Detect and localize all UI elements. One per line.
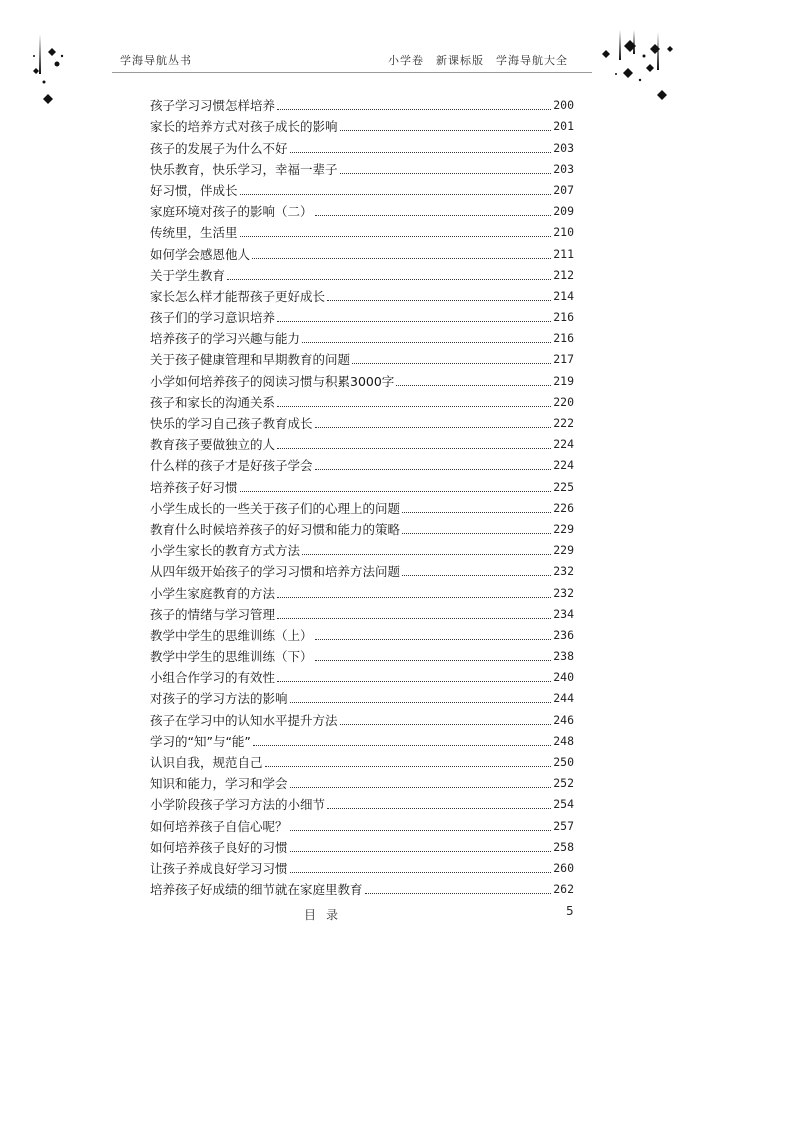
dot-leader (402, 512, 551, 513)
toc-entry-page: 224 (553, 458, 574, 473)
toc-entry (150, 728, 574, 749)
toc-entry (150, 791, 574, 812)
toc-entry-title: 培养孩子好习惯 (150, 479, 238, 495)
toc-entry-title: 从四年级开始孩子的学习习惯和培养方法问题 (150, 564, 401, 580)
toc-entry-title: 孩子和家长的沟通关系 (150, 394, 276, 410)
toc-entry (150, 876, 574, 897)
toc-entry (150, 177, 574, 198)
dot-leader (240, 194, 552, 195)
dot-leader (240, 236, 552, 237)
toc-entry (150, 113, 574, 134)
table-of-contents (150, 92, 574, 897)
toc-entry (150, 579, 574, 600)
toc-entry-page: 236 (553, 627, 574, 642)
footer-label: 目录 (304, 908, 349, 922)
toc-entry-page: 240 (553, 670, 574, 685)
toc-entry-title: 知识和能力，学习和学会 (150, 776, 288, 792)
toc-entry (150, 134, 574, 155)
toc-entry-title: 孩子的发展子为什么不好 (150, 140, 288, 156)
toc-entry-title: 孩子学习习惯怎样培养 (150, 98, 276, 114)
toc-entry-page: 210 (553, 225, 574, 240)
toc-entry-page: 232 (553, 564, 574, 579)
dot-leader (290, 152, 552, 153)
snowflake-ornament-left-icon (30, 34, 76, 114)
toc-entry-page: 244 (553, 691, 574, 706)
toc-entry-page: 201 (553, 119, 574, 134)
dot-leader (277, 618, 551, 619)
toc-entry-page: 257 (553, 818, 574, 833)
toc-entry-title: 培养孩子的学习兴趣与能力 (150, 331, 301, 347)
toc-entry-page: 254 (553, 797, 574, 812)
toc-entry-page: 216 (553, 310, 574, 325)
toc-entry (150, 495, 574, 516)
toc-entry-title: 孩子们的学习意识培养 (150, 310, 276, 326)
toc-entry-page: 212 (553, 267, 574, 282)
toc-entry (150, 325, 574, 346)
toc-entry-page: 222 (553, 416, 574, 430)
dot-leader (327, 300, 551, 301)
toc-entry-title: 教学中学生的思维训练（上） (150, 627, 313, 643)
dot-leader (315, 215, 552, 216)
toc-entry-page: 224 (553, 437, 574, 452)
dot-leader (340, 724, 552, 725)
toc-entry-title: 传统里，生活里 (150, 225, 238, 241)
dot-leader (290, 830, 552, 831)
toc-entry-title: 什么样的孩子才是好孩子学会 (150, 458, 313, 474)
toc-entry-title: 小学阶段孩子学习方法的小细节 (150, 797, 326, 813)
dot-leader (253, 745, 551, 746)
toc-entry-page: 234 (553, 606, 574, 621)
toc-entry-page: 203 (553, 161, 574, 176)
toc-entry (150, 262, 574, 283)
toc-entry (150, 855, 574, 876)
dot-leader (290, 851, 552, 852)
dot-leader (352, 363, 551, 364)
toc-entry (150, 156, 574, 177)
toc-entry (150, 240, 574, 261)
toc-entry (150, 749, 574, 770)
toc-entry (150, 431, 574, 452)
toc-entry (150, 473, 574, 494)
toc-entry-page: 203 (553, 140, 574, 155)
dot-leader (340, 173, 552, 174)
toc-entry (150, 219, 574, 240)
toc-entry-page: 250 (553, 755, 574, 769)
toc-entry (150, 601, 574, 622)
toc-entry-title: 小学生成长的一些关于孩子们的心理上的问题 (150, 500, 401, 516)
toc-entry-title: 快乐教育，快乐学习，幸福一辈子 (150, 161, 338, 177)
toc-entry-title: 关于孩子健康管理和早期教育的问题 (150, 352, 351, 368)
toc-entry-page: 214 (553, 288, 574, 303)
toc-entry (150, 389, 574, 410)
toc-entry (150, 452, 574, 473)
dot-leader (277, 406, 551, 407)
toc-entry-title: 关于学生教育 (150, 267, 226, 283)
dot-leader (277, 109, 551, 110)
toc-entry-title: 如何培养孩子良好的习惯 (150, 839, 288, 855)
toc-entry-page: 238 (553, 649, 574, 664)
toc-entry-title: 家长怎么样才能帮孩子更好成长 (150, 288, 326, 304)
toc-entry-title: 学习的“知”与“能” (150, 733, 251, 749)
toc-entry (150, 537, 574, 558)
dot-leader (265, 766, 552, 767)
toc-entry-page: 229 (553, 521, 574, 536)
dot-leader (277, 321, 551, 322)
toc-entry-page: 262 (553, 882, 574, 897)
toc-entry-title: 教学中学生的思维训练（下） (150, 649, 313, 665)
toc-entry (150, 622, 574, 643)
dot-leader (340, 130, 552, 131)
toc-entry-page: 252 (553, 776, 574, 791)
toc-entry-page: 216 (553, 331, 574, 346)
toc-entry (150, 410, 574, 431)
header-divider (112, 72, 592, 73)
dot-leader (315, 660, 552, 661)
dot-leader (277, 597, 551, 598)
toc-entry (150, 367, 574, 388)
dot-leader (402, 533, 551, 534)
toc-entry-title: 如何培养孩子自信心呢？ (150, 818, 288, 834)
toc-entry-title: 如何学会感恩他人 (150, 246, 251, 262)
dot-leader (277, 448, 551, 449)
dot-leader (315, 639, 552, 640)
toc-entry-page: 232 (553, 585, 574, 600)
dot-leader (365, 893, 552, 894)
toc-entry (150, 706, 574, 727)
toc-entry (150, 834, 574, 855)
toc-entry-title: 好习惯，伴成长 (150, 182, 238, 198)
toc-entry-title: 孩子的情绪与学习管理 (150, 606, 276, 622)
dot-leader (240, 491, 552, 492)
toc-entry (150, 685, 574, 706)
toc-entry-page: 260 (553, 860, 574, 875)
toc-entry-title: 小学生家庭教育的方法 (150, 585, 276, 601)
dot-leader (290, 787, 552, 788)
toc-entry-page: 209 (553, 204, 574, 219)
toc-entry (150, 92, 574, 113)
toc-entry-title: 让孩子养成良好学习习惯 (150, 860, 288, 876)
dot-leader (227, 279, 551, 280)
toc-entry-title: 对孩子的学习方法的影响 (150, 691, 288, 707)
toc-entry (150, 643, 574, 664)
toc-entry-page: 225 (553, 479, 574, 494)
toc-entry (150, 812, 574, 833)
toc-entry (150, 770, 574, 791)
toc-entry-page: 211 (553, 246, 574, 261)
toc-entry-title: 快乐的学习自己孩子教育成长 (150, 416, 313, 431)
running-header-left: 学海导航丛书 (120, 54, 192, 67)
toc-entry-title: 教育什么时候培养孩子的好习惯和能力的策略 (150, 521, 401, 537)
toc-entry-page: 229 (553, 543, 574, 558)
toc-entry (150, 346, 574, 367)
snowflake-ornament-right-icon (600, 30, 690, 110)
toc-entry-page: 258 (553, 839, 574, 854)
toc-entry-page: 200 (553, 98, 574, 113)
toc-entry-page: 217 (553, 352, 574, 367)
toc-entry (150, 198, 574, 219)
toc-entry-page: 220 (553, 394, 574, 409)
toc-entry-title: 家庭环境对孩子的影响（二） (150, 204, 313, 220)
toc-entry-title: 家长的培养方式对孩子成长的影响 (150, 119, 338, 135)
footer-page-number: 5 (566, 904, 574, 918)
toc-entry-page: 207 (553, 182, 574, 197)
dot-leader (290, 872, 552, 873)
toc-entry (150, 283, 574, 304)
toc-entry-title: 小组合作学习的有效性 (150, 670, 276, 686)
dot-leader (327, 808, 551, 809)
dot-leader (302, 342, 551, 343)
toc-entry-title: 小学生家长的教育方式方法 (150, 543, 301, 559)
dot-leader (252, 258, 551, 259)
toc-entry-title: 认识自我，规范自己 (150, 755, 263, 770)
toc-entry-title: 小学如何培养孩子的阅读习惯与积累3000字 (150, 373, 395, 389)
dot-leader (302, 554, 551, 555)
toc-entry-title: 孩子在学习中的认知水平提升方法 (150, 712, 338, 728)
running-header-right: 小学卷 新课标版 学海导航大全 (388, 54, 568, 67)
toc-entry-title: 教育孩子要做独立的人 (150, 437, 276, 453)
dot-leader (290, 702, 552, 703)
dot-leader (396, 385, 551, 386)
toc-entry (150, 516, 574, 537)
dot-leader (402, 575, 551, 576)
toc-entry-page: 248 (553, 733, 574, 748)
toc-entry (150, 304, 574, 325)
toc-entry-page: 226 (553, 500, 574, 515)
toc-entry-page: 219 (553, 373, 574, 388)
toc-entry (150, 558, 574, 579)
dot-leader (277, 681, 551, 682)
toc-entry-page: 246 (553, 712, 574, 727)
toc-entry-title: 培养孩子好成绩的细节就在家庭里教育 (150, 882, 363, 898)
dot-leader (315, 469, 552, 470)
toc-entry (150, 664, 574, 685)
dot-leader (315, 427, 552, 428)
